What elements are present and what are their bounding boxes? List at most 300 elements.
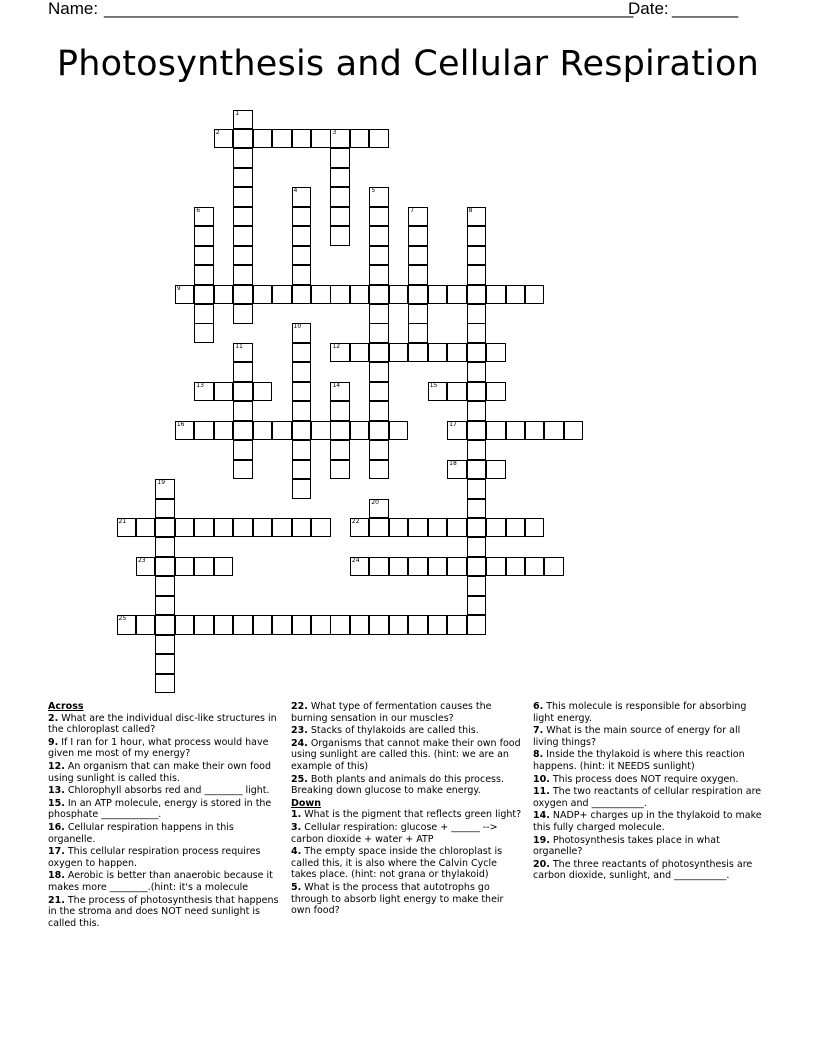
crossword-cell[interactable] (311, 518, 331, 538)
crossword-cell[interactable] (486, 421, 506, 441)
clue-number: 14 (332, 381, 341, 389)
crossword-cell[interactable] (564, 421, 584, 441)
clue-column-1 (48, 701, 280, 930)
clue-number: 15 (429, 381, 438, 389)
crossword-cell[interactable] (233, 129, 253, 149)
clue-item (291, 725, 523, 737)
clue-item-number: 2. (48, 712, 59, 724)
crossword-cell[interactable] (447, 343, 467, 363)
crossword-cell[interactable] (369, 362, 389, 382)
clue-item-text: This cellular respiration process requires oxygen to happen. (48, 846, 261, 869)
crossword-cell[interactable] (506, 421, 526, 441)
crossword-cell[interactable] (253, 285, 273, 305)
crossword-cell[interactable] (369, 499, 389, 519)
clue-number: 19 (157, 479, 166, 487)
crossword-cell[interactable] (233, 265, 253, 285)
crossword-cell[interactable] (467, 537, 487, 557)
crossword-cell[interactable] (330, 285, 350, 305)
clue-item-text: An organism that can make their own food using sunlight is called this. (48, 760, 271, 784)
crossword-cell[interactable] (233, 382, 253, 402)
crossword-cell[interactable] (233, 421, 253, 441)
clue-number: 18 (449, 459, 457, 467)
crossword-cell[interactable] (194, 304, 214, 324)
crossword-cell[interactable] (467, 304, 487, 324)
crossword-cell[interactable] (447, 557, 467, 577)
crossword-cell[interactable] (233, 187, 253, 207)
date-label: Date: (628, 0, 669, 18)
clue-item (533, 701, 765, 724)
crossword-cell[interactable] (408, 615, 428, 635)
crossword-cell[interactable] (408, 226, 428, 246)
crossword-cell[interactable] (330, 187, 350, 207)
crossword-cell[interactable] (447, 382, 467, 402)
clue-item (48, 798, 280, 821)
clue-item (48, 846, 280, 869)
crossword-cell[interactable] (408, 265, 428, 285)
clue-number: 23 (137, 556, 146, 564)
clue-item (533, 835, 765, 858)
crossword-cell[interactable] (486, 343, 506, 363)
crossword-cell[interactable] (467, 265, 487, 285)
crossword-cell[interactable] (525, 285, 545, 305)
clue-item (291, 882, 523, 917)
crossword-cell[interactable] (233, 304, 253, 324)
crossword-cell[interactable] (214, 421, 234, 441)
crossword-cell[interactable] (233, 343, 253, 363)
crossword-cell[interactable] (292, 382, 312, 402)
clue-item-text: Stacks of thylakoids are called this. (307, 725, 479, 737)
clue-column-2 (291, 701, 523, 918)
crossword-cell[interactable] (214, 518, 234, 538)
crossword-cell[interactable] (369, 343, 389, 363)
crossword-cell[interactable] (350, 285, 370, 305)
crossword-cell[interactable] (428, 285, 448, 305)
crossword-cell[interactable] (408, 207, 428, 227)
clue-item (48, 870, 280, 893)
crossword-cell[interactable] (389, 518, 409, 538)
clue-item-number: 19. (533, 834, 550, 846)
crossword-cell[interactable] (233, 615, 253, 635)
clue-number: 6 (196, 206, 201, 214)
clue-item (48, 895, 280, 930)
clue-item-text: Aerobic is better than anaerobic because it makes more ________.(hint: it's a molecule (48, 870, 273, 893)
clue-item-text: The two reactants of cellular respiration are oxygen and ___________. (533, 786, 762, 809)
crossword-cell[interactable] (330, 148, 350, 168)
crossword-cell[interactable] (155, 674, 175, 694)
crossword-cell[interactable] (369, 207, 389, 227)
crossword-cell[interactable] (350, 557, 370, 577)
crossword-cell[interactable] (428, 343, 448, 363)
crossword-cell[interactable] (369, 518, 389, 538)
crossword-cell[interactable] (467, 246, 487, 266)
date-field[interactable]: _______ (672, 0, 739, 18)
crossword-cell[interactable] (253, 129, 273, 149)
crossword-cell[interactable] (369, 304, 389, 324)
clue-item-text: The empty space inside the chloroplast is called this, it is also where the Calvin Cycle takes place. (hint: not grana or thylakoid) (291, 846, 503, 881)
crossword-cell[interactable] (467, 460, 487, 480)
clue-item (533, 774, 765, 786)
crossword-cell[interactable] (136, 518, 156, 538)
clue-number: 1 (235, 109, 240, 117)
crossword-cell[interactable] (369, 129, 389, 149)
crossword-cell[interactable] (525, 518, 545, 538)
clue-number: 4 (293, 187, 298, 195)
crossword-cell[interactable] (253, 615, 273, 635)
clue-item-text: What are the individual disc-like structures in the chloroplast called? (48, 712, 277, 736)
crossword-cell[interactable] (292, 246, 312, 266)
clue-item (533, 810, 765, 833)
crossword-cell[interactable] (175, 615, 195, 635)
clue-item-text: NADP+ charges up in the thylakoid to make this fully charged molecule. (533, 810, 762, 833)
crossword-cell[interactable] (292, 401, 312, 421)
clue-item-text: Cellular respiration: glucose + ______ --> carbon dioxide + water + ATP (291, 821, 498, 845)
crossword-cell[interactable] (194, 615, 214, 635)
clue-number: 5 (371, 187, 376, 195)
crossword-cell[interactable] (467, 226, 487, 246)
crossword-cell[interactable] (194, 557, 214, 577)
clue-item (291, 774, 523, 797)
clue-item-number: 4. (291, 846, 302, 858)
crossword-cell[interactable] (311, 615, 331, 635)
crossword-cell[interactable] (408, 304, 428, 324)
crossword-cell[interactable] (233, 168, 253, 188)
crossword-cell[interactable] (330, 460, 350, 480)
crossword-cell[interactable] (330, 168, 350, 188)
crossword-cell[interactable] (350, 615, 370, 635)
crossword-cell[interactable] (369, 460, 389, 480)
crossword-cell[interactable] (292, 362, 312, 382)
crossword-cell[interactable] (544, 557, 564, 577)
crossword-cell[interactable] (330, 440, 350, 460)
crossword-cell[interactable] (506, 285, 526, 305)
crossword-cell[interactable] (292, 615, 312, 635)
crossword-cell[interactable] (544, 421, 564, 441)
worksheet-title: Photosynthesis and Cellular Respiration (56, 44, 760, 84)
crossword-cell[interactable] (506, 518, 526, 538)
clue-item-text: This molecule is responsible for absorbing light energy. (533, 701, 747, 724)
crossword-cell[interactable] (194, 265, 214, 285)
crossword-cell[interactable] (194, 421, 214, 441)
clue-number: 21 (118, 517, 127, 525)
crossword-cell[interactable] (214, 129, 234, 149)
clue-number: 17 (449, 420, 457, 428)
crossword-cell[interactable] (389, 421, 409, 441)
crossword-cell[interactable] (272, 285, 292, 305)
crossword-cell[interactable] (330, 226, 350, 246)
clue-item-text: This process does NOT require oxygen. (549, 773, 739, 785)
crossword-cell[interactable] (272, 615, 292, 635)
clue-number: 9 (176, 284, 181, 292)
crossword-cell[interactable] (486, 382, 506, 402)
clue-item-text: In an ATP molecule, energy is stored in the phosphate ____________. (48, 797, 272, 821)
crossword-cell[interactable] (155, 576, 175, 596)
clue-item-number: 23. (291, 725, 308, 737)
crossword-cell[interactable] (233, 148, 253, 168)
crossword-cell[interactable] (292, 187, 312, 207)
clue-item-number: 16. (48, 821, 65, 833)
crossword-cell[interactable] (330, 343, 350, 363)
crossword-cell[interactable] (467, 362, 487, 382)
crossword-cell[interactable] (292, 226, 312, 246)
name-field[interactable]: ________________________________________________________ (104, 0, 634, 18)
crossword-cell[interactable] (369, 265, 389, 285)
crossword-cell[interactable] (330, 615, 350, 635)
crossword-cell[interactable] (369, 615, 389, 635)
crossword-cell[interactable] (233, 207, 253, 227)
clue-item-text: If I ran for 1 hour, what process would have given me most of my energy? (48, 736, 269, 760)
crossword-cell[interactable] (330, 129, 350, 149)
crossword-cell[interactable] (155, 537, 175, 557)
crossword-cell[interactable] (311, 421, 331, 441)
crossword-cell[interactable] (155, 596, 175, 616)
clue-item (291, 822, 523, 845)
clue-number: 13 (196, 381, 204, 389)
crossword-cell[interactable] (233, 440, 253, 460)
crossword-cell[interactable] (233, 110, 253, 130)
crossword-cell[interactable] (350, 421, 370, 441)
clue-item-number: 8. (533, 749, 544, 761)
crossword-cell[interactable] (214, 285, 234, 305)
clue-item (291, 738, 523, 773)
crossword-cell[interactable] (408, 343, 428, 363)
crossword-cell[interactable] (214, 382, 234, 402)
crossword-cell[interactable] (233, 226, 253, 246)
clue-item (533, 786, 765, 809)
clue-item-number: 22. (291, 701, 308, 712)
crossword-cell[interactable] (292, 518, 312, 538)
crossword-cell[interactable] (525, 557, 545, 577)
across-clue-list-continued (291, 701, 523, 797)
clue-number: 10 (293, 323, 302, 331)
crossword-cell[interactable] (155, 654, 175, 674)
clue-number: 7 (410, 206, 415, 214)
crossword-cell[interactable] (350, 343, 370, 363)
clue-item-text: Chlorophyll absorbs red and ________ light. (64, 785, 270, 797)
crossword-cell[interactable] (233, 460, 253, 480)
crossword-cell[interactable] (233, 401, 253, 421)
clue-item-text: The process of photosynthesis that happens in the stroma and does NOT need sunlight is called this. (48, 894, 279, 929)
crossword-cell[interactable] (214, 557, 234, 577)
crossword-cell[interactable] (292, 323, 312, 343)
crossword-cell[interactable] (233, 362, 253, 382)
crossword-cell[interactable] (389, 285, 409, 305)
crossword-cell[interactable] (155, 518, 175, 538)
crossword-cell[interactable] (369, 421, 389, 441)
crossword-cell[interactable] (447, 518, 467, 538)
crossword-cell[interactable] (253, 421, 273, 441)
crossword-cell[interactable] (253, 518, 273, 538)
crossword-cell[interactable] (233, 285, 253, 305)
crossword-cell[interactable] (369, 440, 389, 460)
crossword-cell[interactable] (292, 460, 312, 480)
crossword-cell[interactable] (467, 382, 487, 402)
crossword-cell[interactable] (194, 285, 214, 305)
crossword-cell[interactable] (447, 615, 467, 635)
crossword-cell[interactable] (311, 129, 331, 149)
crossword-cell[interactable] (253, 382, 273, 402)
down-heading: Down (291, 797, 321, 809)
clue-item-text: Organisms that cannot make their own food using sunlight are called this. (hint: we are an example of this) (291, 737, 521, 772)
crossword-cell[interactable] (486, 557, 506, 577)
crossword-cell[interactable] (369, 285, 389, 305)
clue-item-number: 13. (48, 785, 65, 797)
clue-number: 12 (332, 342, 341, 350)
clue-item-text: The three reactants of photosynthesis are carbon dioxide, sunlight, and ___________. (533, 858, 753, 882)
crossword-cell[interactable] (525, 421, 545, 441)
crossword-cell[interactable] (467, 207, 487, 227)
clue-number: 25 (118, 615, 127, 623)
crossword-cell[interactable] (467, 557, 487, 577)
crossword-cell[interactable] (272, 129, 292, 149)
crossword-cell[interactable] (369, 187, 389, 207)
clue-item-number: 1. (291, 809, 302, 821)
crossword-cell[interactable] (486, 518, 506, 538)
crossword-cell[interactable] (408, 518, 428, 538)
crossword-cell[interactable] (447, 460, 467, 480)
clue-number: 8 (468, 206, 473, 214)
crossword-cell[interactable] (369, 557, 389, 577)
crossword-cell[interactable] (272, 518, 292, 538)
clue-item (291, 846, 523, 881)
crossword-cell[interactable] (330, 421, 350, 441)
crossword-cell[interactable] (369, 246, 389, 266)
crossword-cell[interactable] (117, 518, 137, 538)
clue-item-number: 15. (48, 797, 65, 809)
crossword-cell[interactable] (369, 401, 389, 421)
down-clue-list-continued (533, 701, 765, 882)
crossword-cell[interactable] (408, 246, 428, 266)
crossword-cell[interactable] (136, 557, 156, 577)
crossword-cell[interactable] (467, 576, 487, 596)
crossword-cell[interactable] (292, 440, 312, 460)
crossword-cell[interactable] (408, 557, 428, 577)
crossword-cell[interactable] (506, 557, 526, 577)
clue-item-number: 11. (533, 786, 550, 798)
clue-item-number: 5. (291, 881, 302, 893)
crossword-cell[interactable] (467, 323, 487, 343)
crossword-cell[interactable] (369, 226, 389, 246)
clue-item-number: 21. (48, 894, 65, 906)
crossword-cell[interactable] (467, 596, 487, 616)
crossword-cell[interactable] (155, 499, 175, 519)
crossword-cell[interactable] (233, 518, 253, 538)
crossword-cell[interactable] (194, 207, 214, 227)
crossword-cell[interactable] (447, 421, 467, 441)
crossword-cell[interactable] (272, 421, 292, 441)
crossword-cell[interactable] (175, 518, 195, 538)
crossword-cell[interactable] (194, 382, 214, 402)
crossword-cell[interactable] (408, 323, 428, 343)
clue-item (48, 822, 280, 845)
crossword-cell[interactable] (155, 479, 175, 499)
crossword-cell[interactable] (467, 440, 487, 460)
clue-item-text: Photosynthesis takes place in what organelle? (533, 834, 720, 858)
crossword-cell[interactable] (467, 343, 487, 363)
crossword-cell[interactable] (486, 285, 506, 305)
crossword-cell[interactable] (136, 615, 156, 635)
crossword-cell[interactable] (292, 421, 312, 441)
crossword-cell[interactable] (389, 557, 409, 577)
crossword-cell[interactable] (428, 615, 448, 635)
crossword-cell[interactable] (428, 518, 448, 538)
crossword-cell[interactable] (350, 129, 370, 149)
clue-item-text: What is the process that autotrophs go through to absorb light energy to make their own food? (291, 881, 504, 917)
crossword-cell[interactable] (467, 285, 487, 305)
crossword-cell[interactable] (428, 382, 448, 402)
clue-number: 22 (351, 517, 360, 525)
crossword-cell[interactable] (389, 343, 409, 363)
clue-number: 16 (176, 420, 185, 428)
clue-number: 3 (332, 128, 337, 136)
crossword-cell[interactable] (350, 518, 370, 538)
crossword-cell[interactable] (467, 401, 487, 421)
crossword-cell[interactable] (467, 615, 487, 635)
crossword-cell[interactable] (117, 615, 137, 635)
crossword-cell[interactable] (155, 615, 175, 635)
clue-item (48, 785, 280, 797)
crossword-cell[interactable] (292, 479, 312, 499)
crossword-cell[interactable] (447, 285, 467, 305)
clue-item (533, 725, 765, 748)
crossword-cell[interactable] (467, 421, 487, 441)
crossword-cell[interactable] (155, 557, 175, 577)
clue-item-number: 9. (48, 736, 59, 748)
crossword-cell[interactable] (292, 207, 312, 227)
crossword-cell[interactable] (467, 479, 487, 499)
clue-item (291, 809, 523, 821)
crossword-cell[interactable] (467, 499, 487, 519)
clue-item-text: What is the main source of energy for all living things? (533, 725, 741, 748)
crossword-cell[interactable] (233, 246, 253, 266)
across-clue-list (48, 713, 280, 930)
clue-item-number: 25. (291, 773, 308, 785)
crossword-cell[interactable] (330, 401, 350, 421)
crossword-cell[interactable] (194, 246, 214, 266)
crossword-cell[interactable] (175, 285, 195, 305)
clue-item-text: Inside the thylakoid is where this reaction happens. (hint: it NEEDS sunlight) (533, 749, 745, 772)
crossword-cell[interactable] (311, 285, 331, 305)
crossword-cell[interactable] (408, 285, 428, 305)
crossword-cell[interactable] (292, 129, 312, 149)
crossword-cell[interactable] (467, 518, 487, 538)
clue-item-number: 10. (533, 773, 550, 785)
crossword-cell[interactable] (194, 323, 214, 343)
crossword-cell[interactable] (330, 207, 350, 227)
crossword-cell[interactable] (369, 323, 389, 343)
crossword-cell[interactable] (175, 421, 195, 441)
crossword-cell[interactable] (428, 557, 448, 577)
down-clue-list (291, 809, 523, 916)
crossword-cell[interactable] (292, 285, 312, 305)
crossword-cell[interactable] (369, 382, 389, 402)
clue-item-number: 6. (533, 701, 544, 712)
crossword-cell[interactable] (486, 460, 506, 480)
crossword-cell[interactable] (214, 615, 234, 635)
crossword-cell[interactable] (194, 518, 214, 538)
clue-column-3 (533, 701, 765, 883)
clue-item-number: 24. (291, 737, 308, 749)
clue-item-text: Both plants and animals do this process. Breaking down glucose to make energy. (291, 773, 504, 797)
crossword-cell[interactable] (175, 557, 195, 577)
clue-item-number: 7. (533, 725, 544, 737)
crossword-cell[interactable] (292, 265, 312, 285)
crossword-cell[interactable] (155, 635, 175, 655)
crossword-cell[interactable] (292, 343, 312, 363)
crossword-cell[interactable] (194, 226, 214, 246)
clue-item-text: Cellular respiration happens in this organelle. (48, 821, 234, 845)
crossword-cell[interactable] (389, 615, 409, 635)
crossword-cell[interactable] (330, 382, 350, 402)
